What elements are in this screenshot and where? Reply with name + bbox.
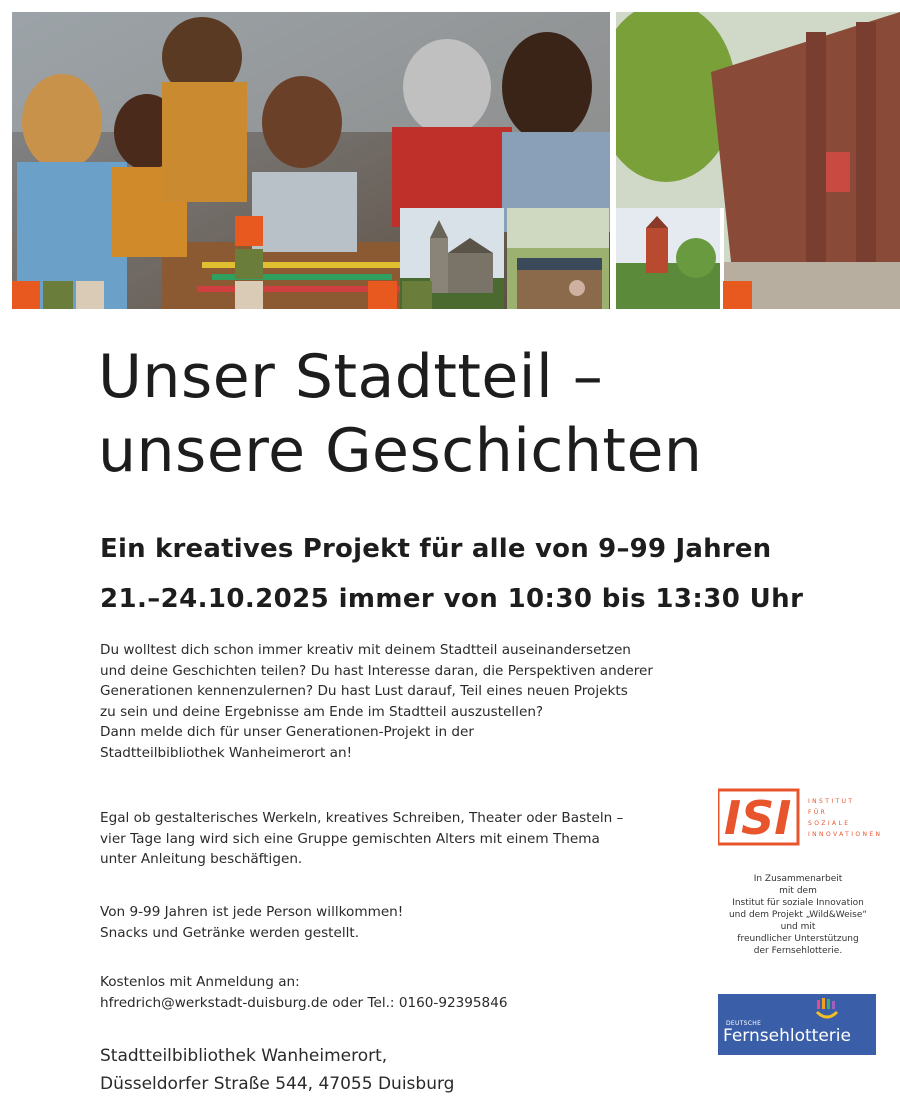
photo-houses — [616, 12, 900, 309]
intro-paragraph — [100, 640, 680, 764]
text-line: Du wolltest dich schon immer kreativ mit deinem Stadtteil auseinandersetzen — [100, 642, 631, 658]
subtitle: Ein kreatives Projekt für alle von 9–99 Jahren — [100, 534, 772, 564]
text-line: Kostenlos mit Anmeldung an: — [100, 974, 300, 990]
coop-line: der Fernsehlotterie. — [753, 946, 843, 956]
olive-square — [235, 249, 263, 279]
welcome-paragraph — [100, 902, 680, 943]
venue-address — [100, 1042, 454, 1098]
text-line: vier Tage lang wird sich eine Gruppe gemischten Alters mit einem Thema — [100, 830, 600, 847]
isi-tagline-line: FÜR — [808, 809, 828, 816]
address-line-2: Düsseldorfer Straße 544, 47055 Duisburg — [100, 1074, 455, 1094]
text-line: unter Anleitung beschäftigen. — [100, 851, 303, 868]
registration-paragraph — [100, 972, 680, 1013]
text-line: und deine Geschichten teilen? Du hast Interesse daran, die Perspektiven anderer — [100, 662, 653, 679]
coop-line: freundlicher Unterstützung — [737, 934, 859, 944]
market-photo — [507, 208, 609, 309]
isi-tagline-line: INSTITUT — [808, 798, 855, 805]
isi-tagline-line: SOZIALE — [808, 820, 851, 827]
title-line-1: Unser Stadtteil – — [98, 342, 604, 412]
isi-tagline-line: INNOVATIONEN — [808, 831, 883, 838]
beige-square — [235, 281, 263, 309]
olive-square — [402, 281, 432, 309]
isi-tagline — [808, 796, 898, 840]
text-line: Von 9-99 Jahren ist jede Person willkommen! — [100, 904, 404, 920]
beige-square — [76, 281, 104, 309]
coop-line: Institut für soziale Innovation — [732, 898, 864, 908]
text-line: Generationen kennenzulernen? Du hast Lust darauf, Teil eines neuen Projekts — [100, 683, 628, 700]
coop-line: In Zusammenarbeit — [753, 874, 843, 884]
text-line: Stadtteilbibliothek Wanheimerort an! — [100, 744, 353, 761]
text-line: Dann melde dich für unser Generationen-Projekt in der — [100, 724, 475, 741]
coop-line: und dem Projekt „Wild&Weise“ — [728, 910, 868, 920]
lotto-name: Fernsehlotterie — [723, 1026, 851, 1046]
contact-line[interactable]: hfredrich@werkstadt-duisburg.de oder Tel.: 0160-92395846 — [100, 994, 508, 1011]
orange-square — [723, 281, 752, 309]
text-line: zu sein und deine Ergebnisse am Ende im Stadtteil auszustellen? — [100, 703, 544, 720]
orange-square — [12, 281, 40, 309]
orange-square — [368, 281, 397, 309]
lotto-small-text: DEUTSCHE — [726, 1020, 762, 1027]
cooperation-note — [708, 873, 888, 957]
title-line-2: unsere Geschichten — [98, 416, 703, 486]
orange-square — [235, 216, 263, 246]
olive-square — [43, 281, 73, 309]
brick-row-houses-photo — [616, 12, 900, 309]
activities-paragraph — [100, 808, 680, 870]
smile-hand-icon — [814, 998, 844, 1022]
fernsehlotterie-logo — [718, 994, 876, 1055]
coop-line: mit dem — [779, 886, 817, 896]
photo-market — [507, 208, 609, 309]
text-line: Snacks und Getränke werden gestellt. — [100, 924, 360, 941]
text-line: Egal ob gestalterisches Werkeln, kreatives Schreiben, Theater oder Basteln – — [100, 810, 624, 826]
event-dates: 21.–24.10.2025 immer von 10:30 bis 13:30 Uhr — [100, 584, 804, 614]
address-line-1: Stadtteilbibliothek Wanheimerort, — [100, 1046, 388, 1066]
page-title — [98, 340, 858, 488]
isi-logo-text: ISI — [724, 791, 792, 845]
coop-line: und mit — [780, 922, 816, 932]
